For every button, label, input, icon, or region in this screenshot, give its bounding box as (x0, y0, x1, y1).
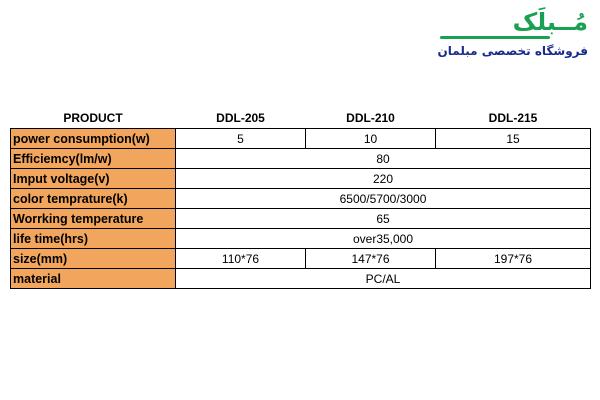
table-row (11, 169, 591, 189)
spec-table (10, 108, 591, 289)
table-row (11, 209, 591, 229)
cell-size-ddl-210: 147*76 (306, 249, 436, 269)
cell-color-temperature: 6500/5700/3000 (176, 189, 591, 209)
table-header-row (11, 108, 591, 129)
cell-working-temperature: 65 (176, 209, 591, 229)
cell-size-ddl-215: 197*76 (436, 249, 591, 269)
table-row (11, 269, 591, 289)
header-ddl-210: DDL-210 (306, 108, 436, 129)
row-label-working-temperature: Worrking temperature (11, 209, 176, 229)
table-row (11, 149, 591, 169)
row-label-size: size(mm) (11, 249, 176, 269)
cell-input-voltage: 220 (176, 169, 591, 189)
cell-life-time: over35,000 (176, 229, 591, 249)
table-row (11, 129, 591, 149)
header-product: PRODUCT (11, 108, 176, 129)
row-label-material: material (11, 269, 176, 289)
table-row (11, 229, 591, 249)
row-label-color-temperature: color temprature(k) (11, 189, 176, 209)
table-row (11, 189, 591, 209)
row-label-power: power consumption(w) (11, 129, 176, 149)
cell-power-ddl-210: 10 (306, 129, 436, 149)
cell-material: PC/AL (176, 269, 591, 289)
logo-wordmark: مُــبلَک (512, 8, 588, 36)
row-label-efficiency: Efficiemcy(lm/w) (11, 149, 176, 169)
cell-power-ddl-205: 5 (176, 129, 306, 149)
brand-logo (394, 8, 594, 68)
cell-efficiency: 80 (176, 149, 591, 169)
logo-tagline: فروشگاه تخصصی مبلمان (437, 44, 588, 58)
row-label-input-voltage: Imput voltage(v) (11, 169, 176, 189)
row-label-life-time: life time(hrs) (11, 229, 176, 249)
header-ddl-205: DDL-205 (176, 108, 306, 129)
cell-power-ddl-215: 15 (436, 129, 591, 149)
cell-size-ddl-205: 110*76 (176, 249, 306, 269)
header-ddl-215: DDL-215 (436, 108, 591, 129)
logo-underline (440, 36, 550, 39)
table-row (11, 249, 591, 269)
